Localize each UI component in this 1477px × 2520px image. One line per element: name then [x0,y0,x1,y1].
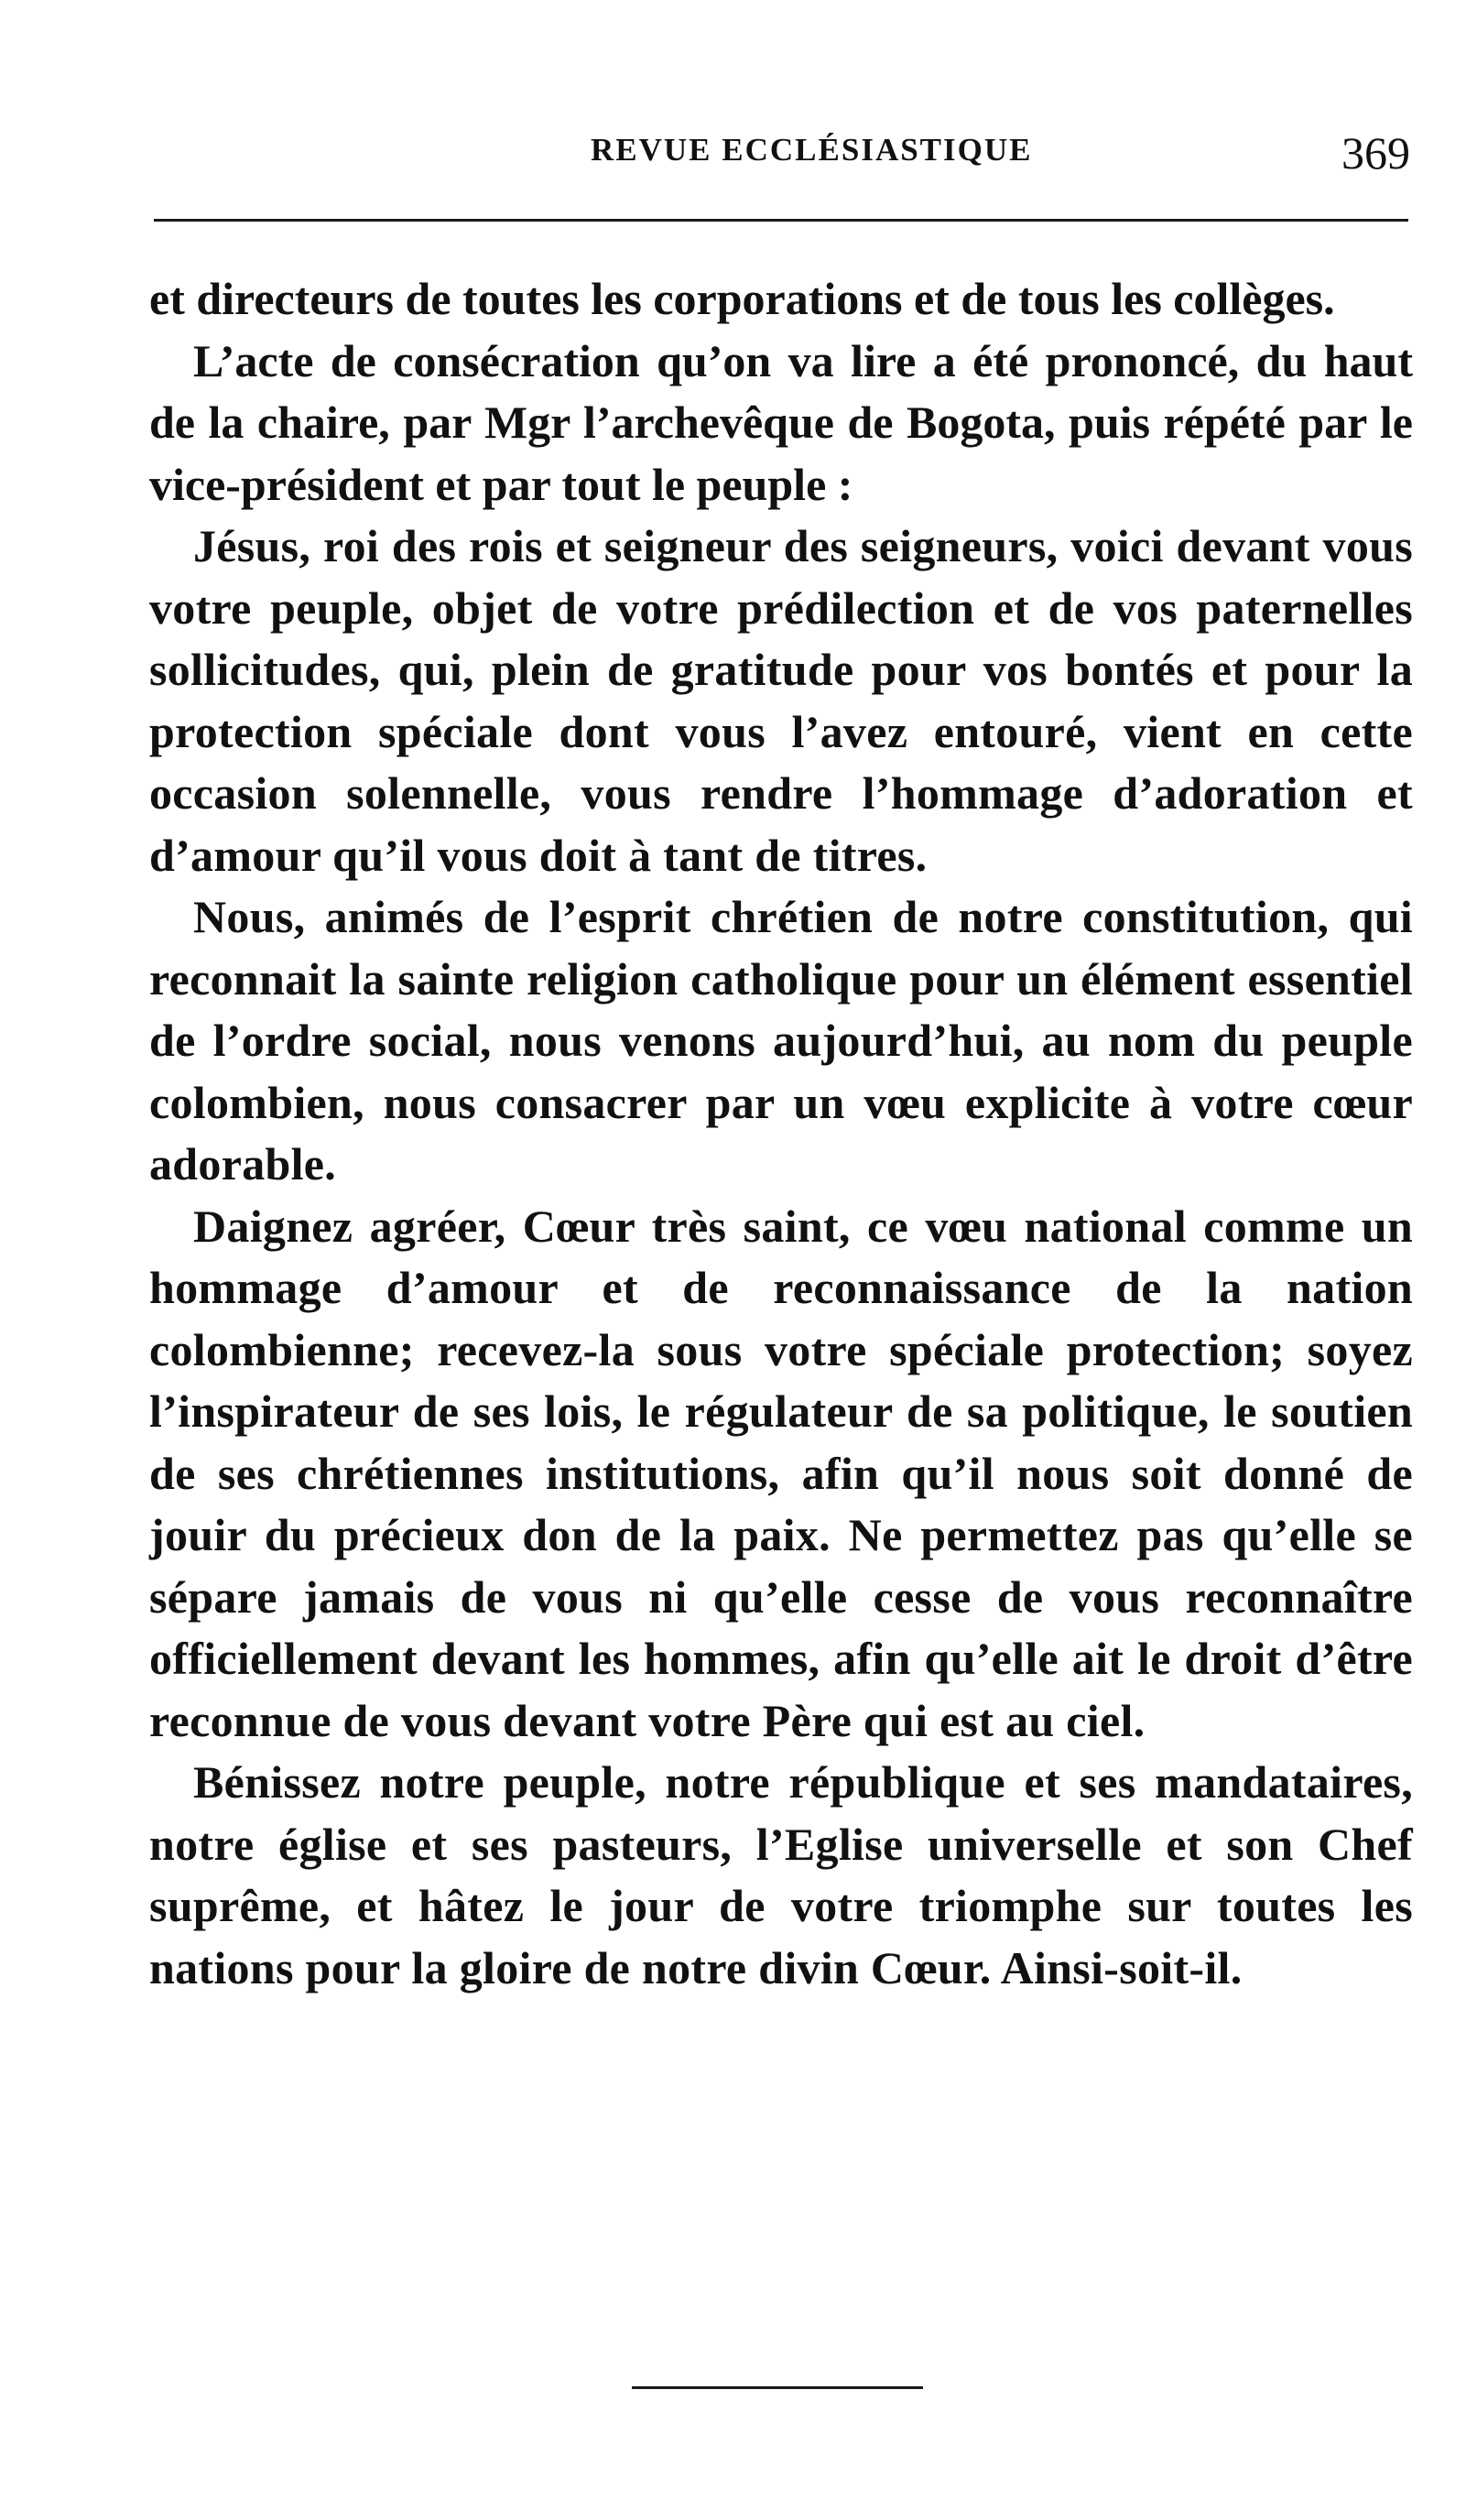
page-number: 369 [1341,127,1410,179]
paragraph-consecration-blessing: Bénissez notre peuple, notre république et ses mandataires, notre église et ses pasteurs, l’Eglise universelle et son Chef suprême, et hâtez le jour de votre triomphe sur toutes les nations pour la gloire de notre divin Cœur. Ainsi-soit-il. [149,1756,1413,1993]
paragraph-consecration-plea: Daignez agréer, Cœur très saint, ce vœu national comme un hommage d’amour et de reconnaissance de la nation colombienne; recevez-la sous votre spéciale protection; soyez l’inspirateur de ses lois, le régulateur de sa politique, le soutien de ses chrétiennes institutions, afin qu’il nous soit donné de jouir du précieux don de la paix. Ne permettez pas qu’elle se sépare jamais de vous ni qu’elle cesse de vous reconnaître officiellement devant les hommes, afin qu’elle ait le droit d’être reconnue de vous devant votre Père qui est au ciel. [149,1200,1413,1746]
body-text [149,268,1413,1999]
paragraph-intro: L’acte de consécration qu’on va lire a été prononcé, du haut de la chaire, par Mgr l’archevêque de Bogota, puis répété par le vice-président et par tout le peuple : [149,334,1413,510]
end-rule [632,2386,923,2389]
paragraph-consecration-invocation: Jésus, roi des rois et seigneur des seigneurs, voici devant vous votre peuple, objet de votre prédilection et de vos paternelles sollicitudes, qui, plein de gratitude pour vos bontés et pour la protection spéciale dont vous l’avez entouré, vient en cette occasion solennelle, vous rendre l’hommage d’adoration et d’amour qu’il vous doit à tant de titres. [149,520,1413,881]
running-title: REVUE ECCLÉSIASTIQUE [591,132,1033,168]
header-rule [154,219,1408,222]
running-header [151,126,1410,181]
paragraph-consecration-vow: Nous, animés de l’esprit chrétien de notre constitution, qui reconnait la sainte religion catholique pour un élément essentiel de l’ordre social, nous venons aujourd’hui, au nom du peuple colombien, nous consacrer par un vœu explicite à votre cœur adorable. [149,891,1413,1189]
paragraph-continuation: et directeurs de toutes les corporations et de tous les collèges. [149,273,1335,324]
